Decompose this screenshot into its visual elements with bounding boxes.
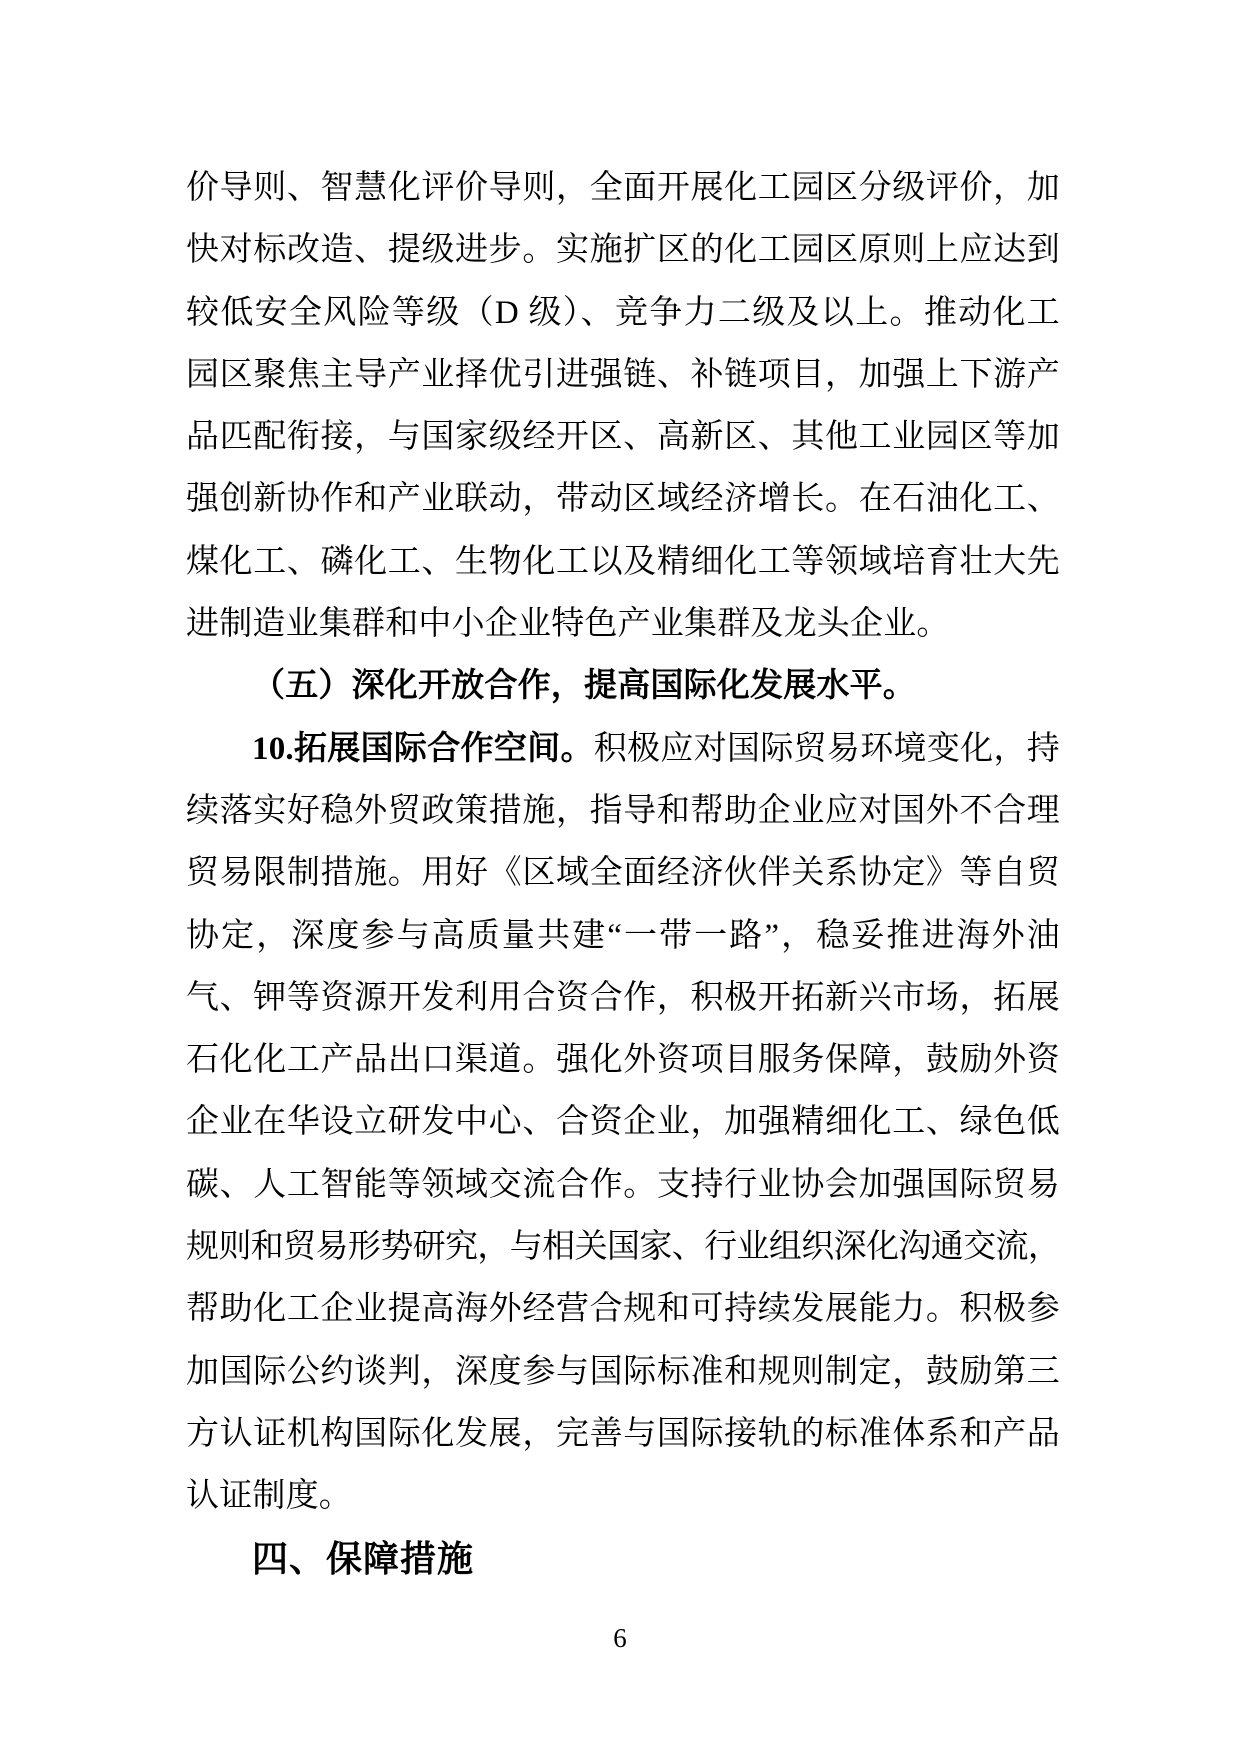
text-block	[186, 157, 1060, 1590]
item-10-lead: 10.拓展国际合作空间。	[252, 730, 594, 767]
body-line: 贸易限制措施。用好《区域全面经济伙伴关系协定》等自贸	[186, 855, 1060, 892]
body-line: 方认证机构国际化发展，完善与国际接轨的标准体系和产品	[186, 1415, 1060, 1452]
body-line: 品匹配衔接，与国家级经开区、高新区、其他工业园区等加	[186, 419, 1060, 456]
body-line: 规则和贸易形势研究，与相关国家、行业组织深化沟通交流，	[186, 1229, 1060, 1266]
body-line: 进制造业集群和中小企业特色产业集群及龙头企业。	[186, 606, 950, 643]
body-line: 帮助化工企业提高海外经营合规和可持续发展能力。积极参	[186, 1291, 1060, 1328]
body-line: 协定，深度参与高质量共建“一带一路”，稳妥推进海外油	[186, 917, 1060, 954]
body-line: 较低安全风险等级（D 级）、竞争力二级及以上。推动化工	[186, 294, 1060, 331]
body-line: 加国际公约谈判，深度参与国际标准和规则制定，鼓励第三	[186, 1353, 1060, 1390]
item-10-first-line-rest: 积极应对国际贸易环境变化，持	[593, 730, 1060, 767]
item-10-first-line	[186, 718, 1060, 780]
body-line: 气、钾等资源开发利用合资合作，积极开拓新兴市场，拓展	[186, 979, 1060, 1016]
body-line: 续落实好稳外贸政策措施，指导和帮助企业应对国外不合理	[186, 792, 1060, 829]
body-line: 煤化工、磷化工、生物化工以及精细化工等领域培育壮大先	[186, 543, 1060, 580]
body-line: 碳、人工智能等领域交流合作。支持行业协会加强国际贸易	[186, 1166, 1060, 1203]
body-line: 快对标改造、提级进步。实施扩区的化工园区原则上应达到	[186, 232, 1060, 269]
section-heading: （五）深化开放合作，提高国际化发展水平。	[252, 668, 916, 705]
chapter-heading: 四、保障措施	[252, 1537, 475, 1579]
body-line: 认证制度。	[186, 1478, 352, 1515]
body-line: 石化化工产品出口渠道。强化外资项目服务保障，鼓励外资	[186, 1042, 1060, 1079]
body-line: 企业在华设立研发中心、合资企业，加强精细化工、绿色低	[186, 1104, 1060, 1141]
page-number: 6	[613, 1623, 627, 1653]
body-line: 价导则、智慧化评价导则，全面开展化工园区分级评价，加	[186, 170, 1060, 206]
body-line: 强创新协作和产业联动，带动区域经济增长。在石油化工、	[186, 481, 1060, 518]
body-line: 园区聚焦主导产业择优引进强链、补链项目，加强上下游产	[186, 356, 1060, 393]
